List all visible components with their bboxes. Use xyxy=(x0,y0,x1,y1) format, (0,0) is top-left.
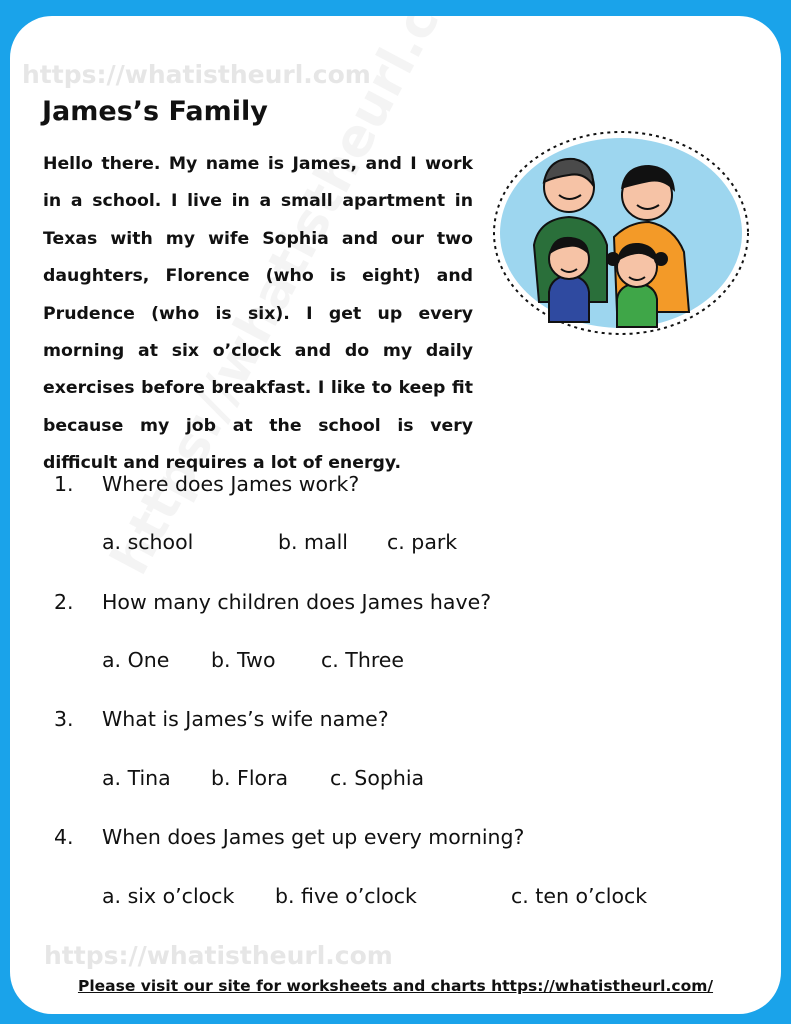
option-3b[interactable]: b. Flora xyxy=(211,766,289,790)
option-4b[interactable]: b. five o’clock xyxy=(275,884,417,908)
option-4c[interactable]: c. ten o’clock xyxy=(511,884,648,908)
option-3a[interactable]: a. Tina xyxy=(102,766,171,790)
footer-link[interactable]: Please visit our site for worksheets and charts https://whatistheurl.com/ xyxy=(77,977,714,995)
option-2c[interactable]: c. Three xyxy=(321,648,405,672)
option-1b[interactable]: b. mall xyxy=(278,530,348,554)
question-number: 2. xyxy=(54,590,74,614)
question-text: How many children does James have? xyxy=(102,590,492,614)
option-4a[interactable]: a. six o’clock xyxy=(102,884,235,908)
question-number: 1. xyxy=(54,472,74,496)
question-3 xyxy=(54,707,389,731)
question-text: Where does James work? xyxy=(102,472,360,496)
question-text: When does James get up every morning? xyxy=(102,825,525,849)
option-2b[interactable]: b. Two xyxy=(211,648,276,672)
question-number: 4. xyxy=(54,825,74,849)
question-1 xyxy=(54,472,359,496)
family-illustration xyxy=(489,127,753,339)
option-2a[interactable]: a. One xyxy=(102,648,170,672)
worksheet-title: James’s Family xyxy=(42,96,268,127)
question-4 xyxy=(54,825,524,849)
watermark-top: https://whatistheurl.com xyxy=(22,60,371,89)
option-3c[interactable]: c. Sophia xyxy=(330,766,425,790)
question-number: 3. xyxy=(54,707,74,731)
worksheet-page xyxy=(10,16,781,1014)
option-1a[interactable]: a. school xyxy=(102,530,194,554)
option-1c[interactable]: c. park xyxy=(387,530,458,554)
question-text: What is James’s wife name? xyxy=(102,707,389,731)
question-2 xyxy=(54,590,491,614)
story-paragraph: Hello there. My name is James, and I work in a school. I live in a small apartment in Texas with my wife Sophia and our two daughters, Florence (who is eight) and Prudence (who is six). I get up every morning at six o’clock and do my daily exercises before breakfast. I like to keep fit because my job at the school is very difficult and requires a lot of energy. xyxy=(43,154,473,474)
watermark-bottom: https://whatistheurl.com xyxy=(44,941,393,970)
